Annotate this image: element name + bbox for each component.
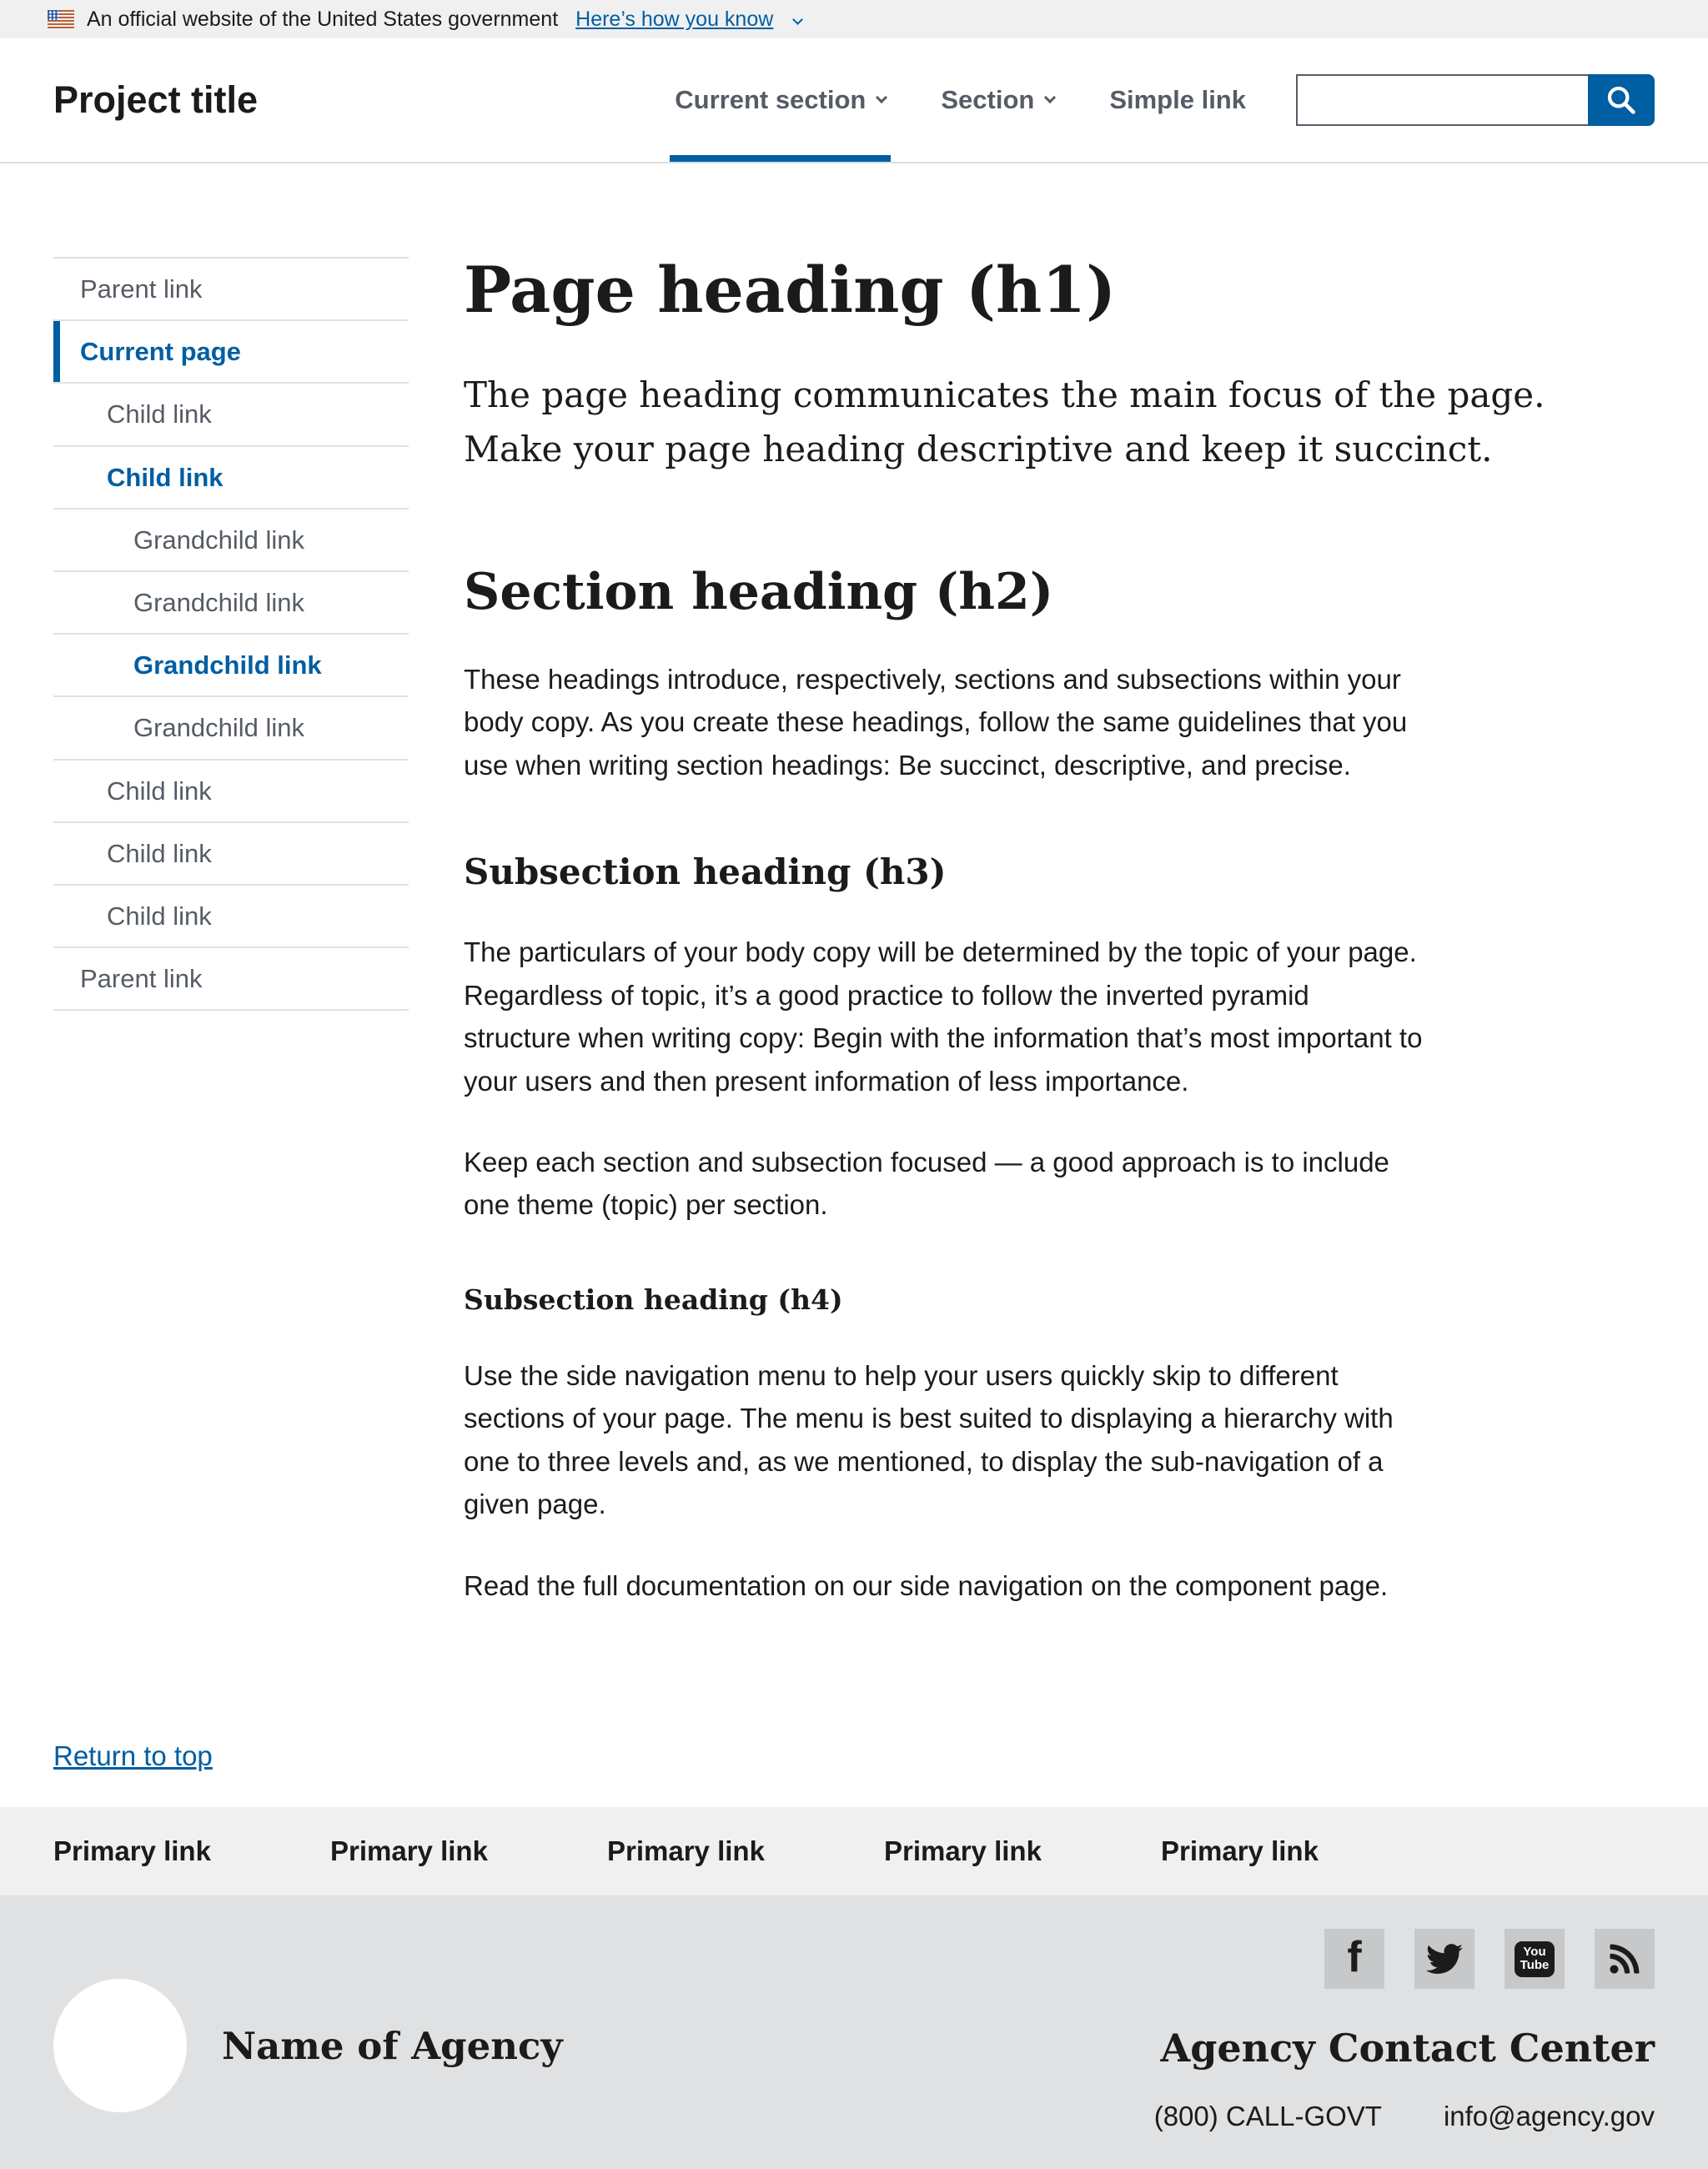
footer-primary-link: Primary link xyxy=(884,1835,1042,1867)
facebook-icon: f xyxy=(1347,1933,1362,1982)
twitter-link[interactable] xyxy=(1414,1929,1474,1989)
sidenav-item: Grandchild link xyxy=(53,510,409,572)
sidenav-item-active: Grandchild link xyxy=(53,635,409,697)
agency-contact xyxy=(1154,1929,1655,2132)
return-to-top-link[interactable]: Return to top xyxy=(53,1740,213,1772)
search-button[interactable] xyxy=(1588,74,1655,126)
site-title[interactable]: Project title xyxy=(53,78,259,121)
banner-how-you-know-link[interactable]: Here’s how you know xyxy=(575,7,774,31)
sidenav-item: Parent link xyxy=(53,948,409,1011)
contact-phone[interactable]: (800) CALL-GOVT xyxy=(1153,2101,1382,2132)
site-header xyxy=(0,38,1708,163)
contact-email[interactable]: info@agency.gov xyxy=(1443,2101,1655,2132)
paragraph: Use the side navigation menu to help your users quickly skip to different sections of your page. The menu is best suited to displaying a hierarchy with one to three levels and, as we mentioned, to display the sub-navigation of a given page. xyxy=(464,1359,1394,1520)
sidenav-item: Child link xyxy=(53,886,409,948)
banner-text: An official website of the United States government xyxy=(87,7,559,31)
us-flag-icon xyxy=(48,10,74,28)
rss-link[interactable] xyxy=(1595,1929,1655,1989)
agency-logo xyxy=(53,1979,187,2112)
nav-item-current-section[interactable]: Current section xyxy=(675,38,886,162)
agency-name: Name of Agency xyxy=(222,2023,563,2068)
footer-primary-link: Primary link xyxy=(1161,1835,1319,1867)
footer-primary-link: Primary link xyxy=(330,1835,488,1867)
sidenav-item: Child link xyxy=(53,384,409,446)
search-form xyxy=(1296,74,1655,126)
gov-banner xyxy=(0,0,1708,38)
subsection-heading-h4: Subsection heading (h4) xyxy=(464,1283,843,1316)
subsection-heading-h3: Subsection heading (h3) xyxy=(464,851,947,893)
site-footer xyxy=(0,1807,1708,2169)
sidenav-item-active: Child link xyxy=(53,447,409,510)
side-navigation xyxy=(53,257,409,1011)
sidenav-item: Grandchild link xyxy=(53,697,409,760)
sidenav-item: Child link xyxy=(53,761,409,823)
primary-nav xyxy=(675,38,1246,162)
paragraph: Read the full documentation on our side navigation on the component page. xyxy=(464,1569,1389,1601)
twitter-icon xyxy=(1426,1941,1463,1977)
footer-secondary-section xyxy=(0,1895,1708,2169)
chevron-down-icon xyxy=(1044,92,1056,103)
nav-item-simple-link[interactable]: Simple link xyxy=(1109,85,1246,114)
footer-primary-section xyxy=(0,1807,1708,1895)
lead-paragraph: The page heading communicates the main focus of the page. Make your page heading descriptive and keep it succinct. xyxy=(464,374,1545,469)
facebook-link[interactable] xyxy=(1324,1929,1384,1989)
youtube-icon: You Tube xyxy=(1515,1941,1555,1977)
footer-primary-link: Primary link xyxy=(607,1835,765,1867)
section-heading-h2: Section heading (h2) xyxy=(464,562,1054,621)
page-heading-h1: Page heading (h1) xyxy=(464,253,1117,327)
sidenav-item: Parent link xyxy=(53,259,409,321)
main-content xyxy=(464,253,1655,1615)
youtube-link[interactable] xyxy=(1505,1929,1565,1989)
paragraph: These headings introduce, respectively, sections and subsections within your body copy. As you create these headings, follow the same guidelines that you use when writing section headings: Be succinct, descriptive, and precise. xyxy=(464,663,1408,781)
contact-center-heading: Agency Contact Center xyxy=(1160,2026,1655,2071)
chevron-down-icon xyxy=(792,14,803,25)
rss-icon xyxy=(1608,1942,1641,1976)
search-icon xyxy=(1605,83,1638,117)
sidenav-item: Child link xyxy=(53,823,409,886)
nav-item-section[interactable]: Section xyxy=(941,38,1054,162)
social-links xyxy=(1324,1929,1655,1989)
paragraph: The particulars of your body copy will be determined by the topic of your page. Regardless of topic, it’s a good practice to follow the inverted pyramid structure when writing copy: Begin with the information that’s most important to your users and then present information of less importance. xyxy=(464,936,1423,1097)
search-input[interactable] xyxy=(1296,74,1588,126)
agency-identity xyxy=(53,1959,563,2132)
paragraph: Keep each section and subsection focused — a good approach is to include one theme (topic) per section. xyxy=(464,1147,1389,1221)
sidenav-item: Grandchild link xyxy=(53,572,409,635)
footer-primary-link: Primary link xyxy=(53,1835,211,1867)
sidenav-item-current-page: Current page xyxy=(53,321,409,384)
chevron-down-icon xyxy=(876,92,887,103)
